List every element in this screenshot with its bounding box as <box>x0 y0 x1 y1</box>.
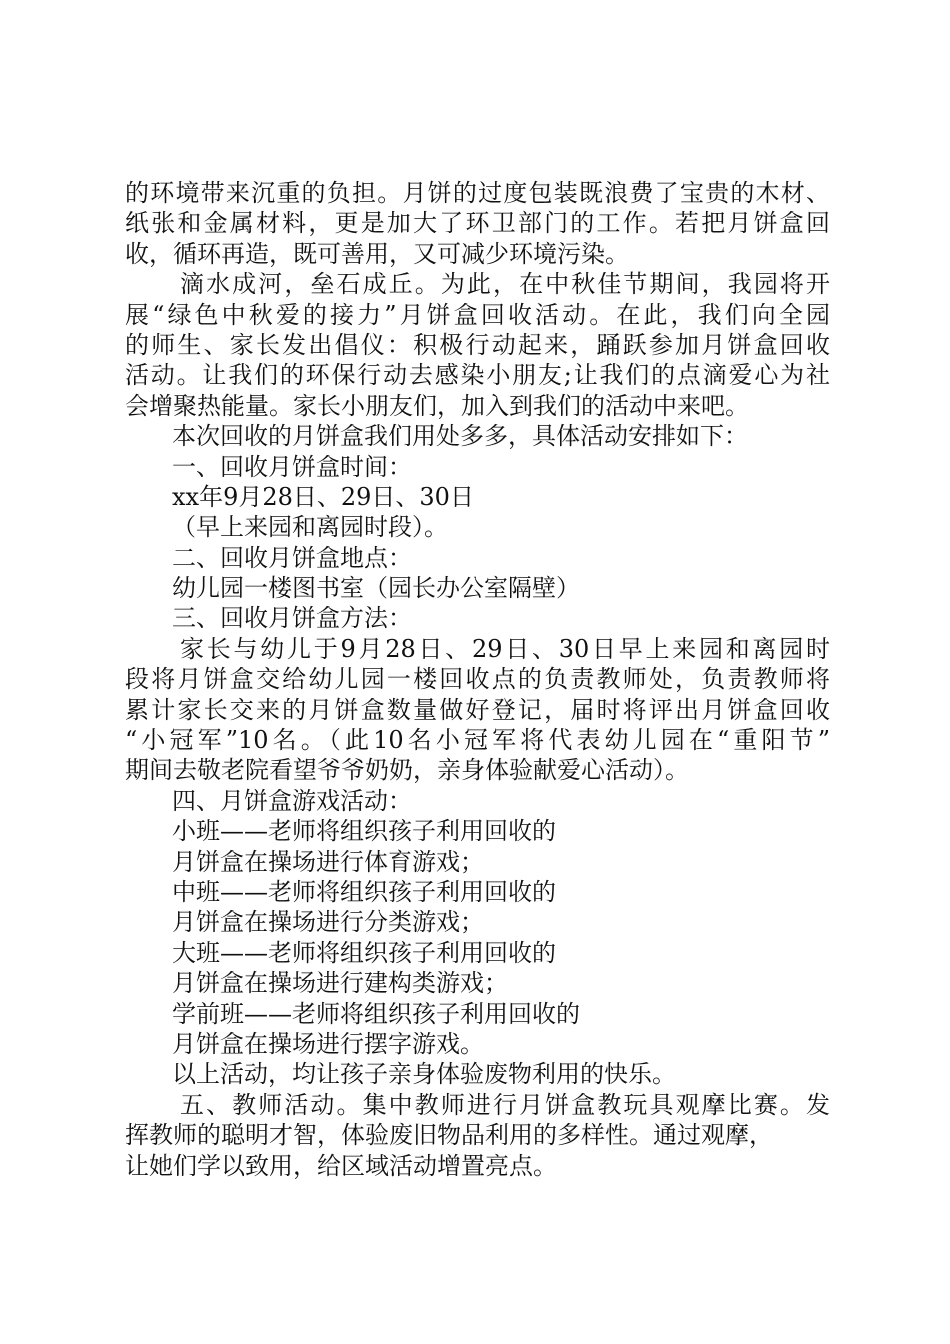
section-heading: 二、回收月饼盒地点： <box>172 543 412 572</box>
text-line: 期间去敬老院看望爷爷奶奶，亲身体验献爱心活动）。 <box>125 756 689 785</box>
text-line: 段将月饼盒交给幼儿园一楼回收点的负责教师处，负责教师将 <box>125 665 830 694</box>
text-line: 活动。让我们的环保行动去感染小朋友;让我们的点滴爱心为社 <box>125 361 830 390</box>
text-line: 纸张和金属材料，更是加大了环卫部门的工作。若把月饼盒回 <box>125 209 830 238</box>
text-line: 家长与幼儿于9月28日、29日、30日早上来园和离园时 <box>180 634 830 663</box>
text-line: 会增聚热能量。家长小朋友们，加入到我们的活动中来吧。 <box>125 391 749 420</box>
text-line: 本次回收的月饼盒我们用处多多，具体活动安排如下： <box>172 422 748 451</box>
text-line: 月饼盒在操场进行摆字游戏。 <box>172 1029 484 1058</box>
text-line: 学前班——老师将组织孩子利用回收的 <box>172 999 580 1028</box>
text-line: 让她们学以致用，给区域活动增置亮点。 <box>125 1151 557 1180</box>
section-heading: 三、回收月饼盒方法： <box>172 604 412 633</box>
section-heading: 一、回收月饼盒时间： <box>172 452 412 481</box>
text-line: 展“绿色中秋爱的接力”月饼盒回收活动。在此，我们向全园 <box>125 300 830 329</box>
text-line: 的环境带来沉重的负担。月饼的过度包装既浪费了宝贵的木材、 <box>125 179 830 207</box>
text-line: 的师生、家长发出倡仪：积极行动起来，踊跃参加月饼盒回收 <box>125 330 830 359</box>
document-body <box>125 178 830 1181</box>
text-line: 幼儿园一楼图书室（园长办公室隔壁） <box>172 574 580 603</box>
text-line: 月饼盒在操场进行分类游戏； <box>172 908 484 937</box>
text-line: xx年9月28日、29日、30日 <box>172 482 474 511</box>
text-line: 累计家长交来的月饼盒数量做好登记，届时将评出月饼盒回收 <box>125 695 830 724</box>
text-line: 月饼盒在操场进行体育游戏； <box>172 847 484 876</box>
text-line: 月饼盒在操场进行建构类游戏； <box>172 969 508 998</box>
text-line: 挥教师的聪明才智，体验废旧物品利用的多样性。通过观摩， <box>125 1121 773 1150</box>
text-line: 中班——老师将组织孩子利用回收的 <box>172 877 556 906</box>
text-line: 收，循环再造，既可善用，又可减少环境污染。 <box>125 239 629 268</box>
text-line: “小冠军”10名。（此10名小冠军将代表幼儿园在“重阳节” <box>125 726 830 755</box>
text-line: 小班——老师将组织孩子利用回收的 <box>172 817 556 846</box>
text-line: 五、教师活动。集中教师进行月饼盒教玩具观摩比赛。发 <box>180 1090 830 1119</box>
section-heading: 四、月饼盒游戏活动： <box>172 786 412 815</box>
text-line: （早上来园和离园时段）。 <box>172 513 448 542</box>
text-line: 滴水成河，垒石成丘。为此，在中秋佳节期间，我园将开 <box>180 270 830 299</box>
text-line: 大班——老师将组织孩子利用回收的 <box>172 938 556 967</box>
text-line: 以上活动，均让孩子亲身体验废物利用的快乐。 <box>172 1060 676 1089</box>
